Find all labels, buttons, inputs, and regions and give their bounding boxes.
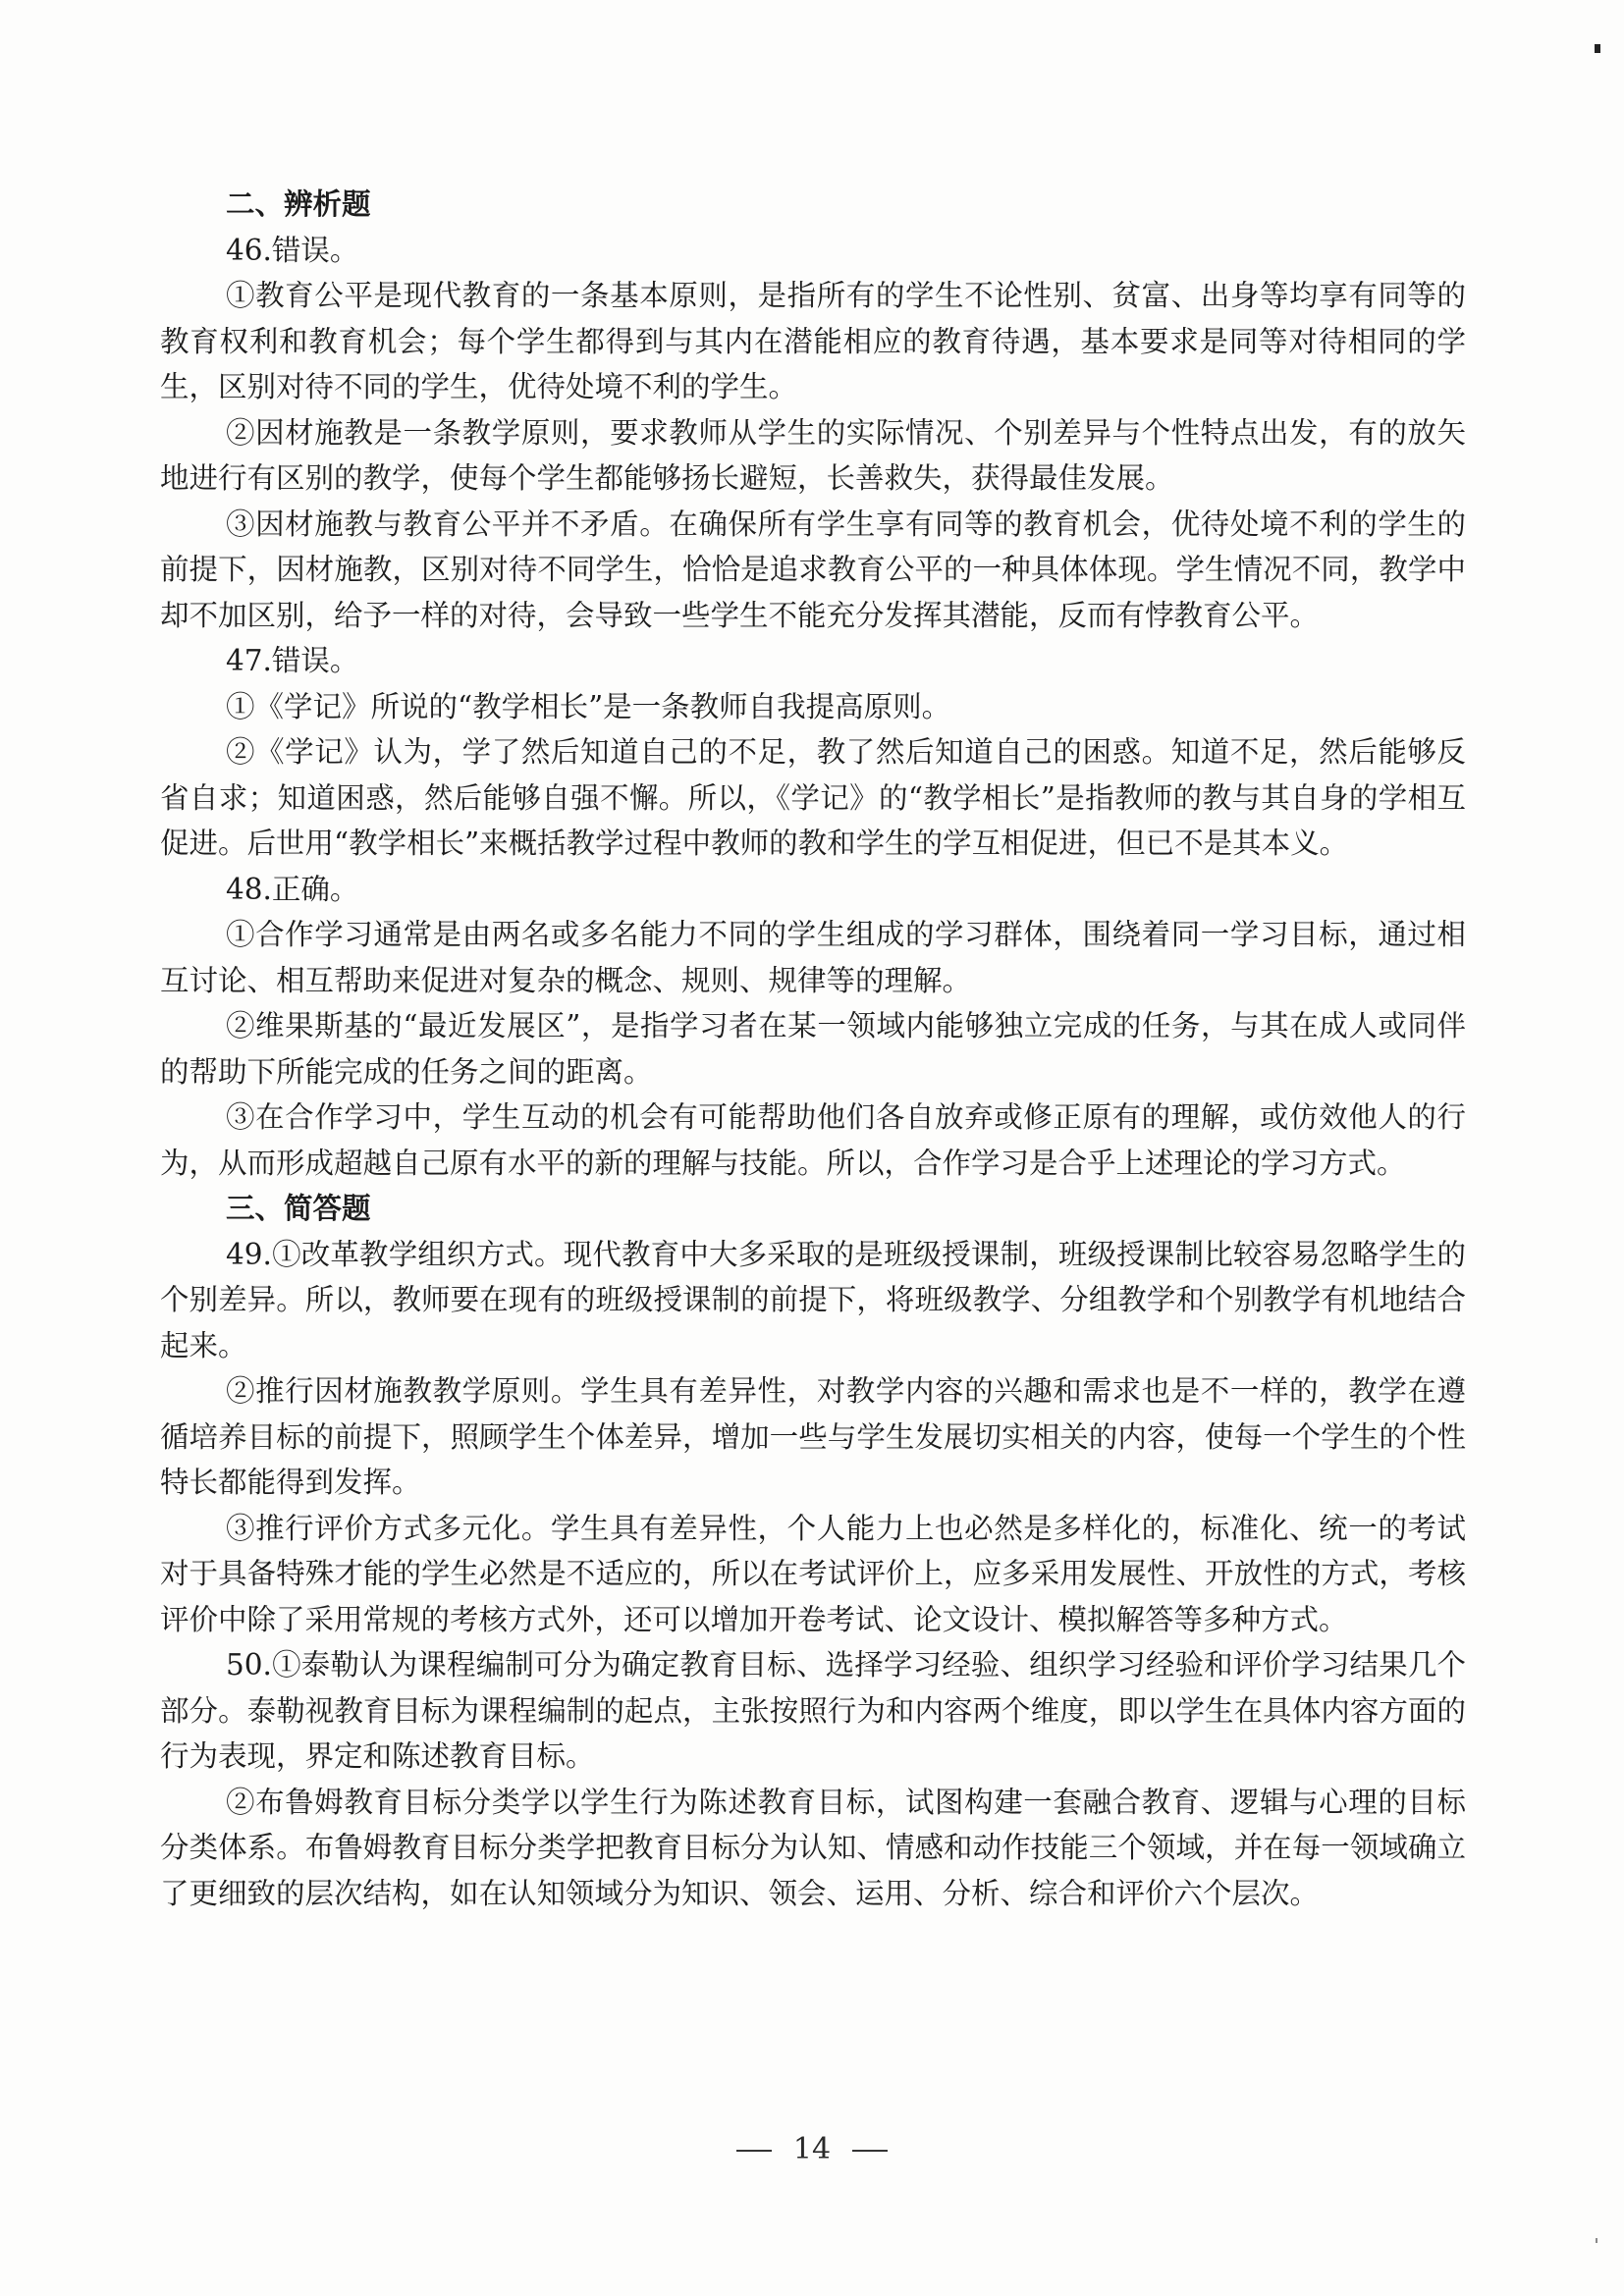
answer-47-point-2: ②《学记》认为，学了然后知道自己的不足，教了然后知道自己的困惑。知道不足，然后能够反省自求；知道困惑，然后能够自强不懈。所以，《学记》的“教学相长”是指教师的教与其自身的学相互促进。后世用“教学相长”来概括教学过程中教师的教和学生的学互相促进，但已不是其本义。	[160, 735, 1466, 860]
section-title-analysis: 二、辨析题	[226, 187, 371, 221]
page-number: 14	[792, 2132, 832, 2166]
answer-50-point-1: 50.①泰勒认为课程编制可分为确定教育目标、选择学习经验、组织学习经验和评价学习结果几个部分。泰勒视教育目标为课程编制的起点，主张按照行为和内容两个维度，即以学生在具体内容方面的行为表现，界定和陈述教育目标。	[160, 1648, 1466, 1773]
answer-46-point-3: ③因材施教与教育公平并不矛盾。在确保所有学生享有同等的教育机会，优待处境不利的学生的前提下，因材施教，区别对待不同学生，恰恰是追求教育公平的一种具体体现。学生情况不同，教学中却不加区别，给予一样的对待，会导致一些学生不能充分发挥其潜能，反而有悖教育公平。	[160, 507, 1466, 632]
answer-49-point-3: ③推行评价方式多元化。学生具有差异性，个人能力上也必然是多样化的，标准化、统一的考试对于具备特殊才能的学生必然是不适应的，所以在考试评价上，应多采用发展性、开放性的方式，考核评价中除了采用常规的考核方式外，还可以增加开卷考试、论文设计、模拟解答等多种方式。	[160, 1511, 1466, 1636]
page-footer	[0, 2132, 1624, 2166]
answer-46-point-2: ②因材施教是一条教学原则，要求教师从学生的实际情况、个别差异与个性特点出发，有的放矢地进行有区别的教学，使每个学生都能够扬长避短，长善救失，获得最佳发展。	[160, 415, 1466, 495]
section-title-short-answer: 三、简答题	[226, 1191, 371, 1225]
footer-dash-right	[852, 2150, 888, 2152]
answer-46-point-1: ①教育公平是现代教育的一条基本原则，是指所有的学生不论性别、贫富、出身等均享有同等的教育权利和教育机会；每个学生都得到与其内在潜能相应的教育待遇，基本要求是同等对待相同的学生，区别对待不同的学生，优待处境不利的学生。	[160, 279, 1466, 403]
answer-49-point-2: ②推行因材施教教学原则。学生具有差异性，对教学内容的兴趣和需求也是不一样的，教学在遵循培养目标的前提下，照顾学生个体差异，增加一些与学生发展切实相关的内容，使每一个学生的个性特长都能得到发挥。	[160, 1374, 1466, 1499]
answer-label-47: 47.错误。	[226, 644, 359, 677]
answer-49-point-1: 49.①改革教学组织方式。现代教育中大多采取的是班级授课制，班级授课制比较容易忽略学生的个别差异。所以，教师要在现有的班级授课制的前提下，将班级教学、分组教学和个别教学有机地结合起来。	[160, 1237, 1466, 1362]
answer-47-point-1: ①《学记》所说的“教学相长”是一条教师自我提高原则。	[226, 689, 951, 723]
scan-speck	[1596, 2238, 1597, 2243]
answer-label-46: 46.错误。	[226, 233, 359, 267]
footer-dash-left	[736, 2150, 772, 2152]
answer-label-48: 48.正确。	[226, 872, 359, 906]
answer-50-point-2: ②布鲁姆教育目标分类学以学生行为陈述教育目标，试图构建一套融合教育、逻辑与心理的目标分类体系。布鲁姆教育目标分类学把教育目标分为认知、情感和动作技能三个领域，并在每一领域确立了更细致的层次结构，如在认知领域分为知识、领会、运用、分析、综合和评价六个层次。	[160, 1785, 1466, 1910]
scan-speck	[1595, 44, 1600, 53]
answer-48-point-1: ①合作学习通常是由两名或多名能力不同的学生组成的学习群体，围绕着同一学习目标，通过相互讨论、相互帮助来促进对复杂的概念、规则、规律等的理解。	[160, 918, 1466, 997]
answer-48-point-2: ②维果斯基的“最近发展区”，是指学习者在某一领域内能够独立完成的任务，与其在成人或同伴的帮助下所能完成的任务之间的距离。	[160, 1009, 1466, 1089]
main-content	[160, 182, 1466, 1916]
answer-48-point-3: ③在合作学习中，学生互动的机会有可能帮助他们各自放弃或修正原有的理解，或仿效他人的行为，从而形成超越自己原有水平的新的理解与技能。所以，合作学习是合乎上述理论的学习方式。	[160, 1100, 1466, 1180]
